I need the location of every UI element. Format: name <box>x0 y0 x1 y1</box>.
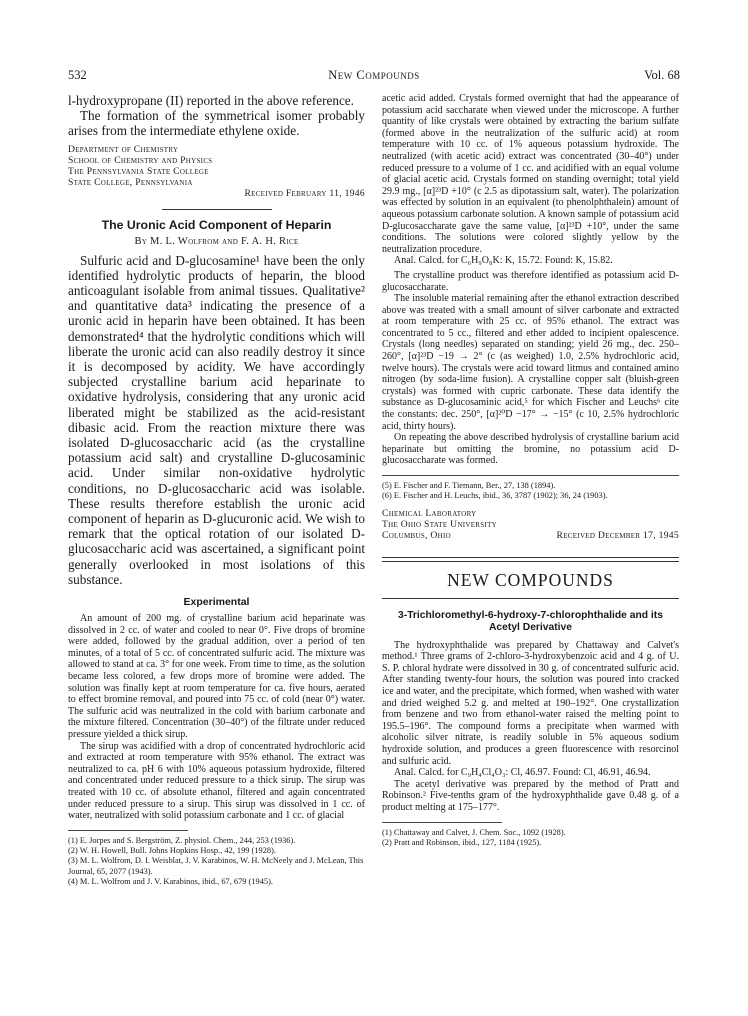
continued-paragraph-2: The formation of the symmetrical isomer probably arises from the intermediate ethylene oxide. <box>68 108 365 139</box>
analysis-line: Anal. Calcd. for C₆H₉O₈K: K, 15.72. Found: K, 15.82. <box>394 255 613 267</box>
experimental-paragraph: An amount of 200 mg. of crystalline barium acid heparinate was dissolved in 2 cc. of water and cooled to near 0°. Five drops of bromine were added, followed by the gradual addition, over a period of ten minutes, of a total of 5 cc. of concentrated sulfuric acid. The mixture was allowed to stand at ca. 3° for one week. From time to time, as the solution became less colored, a few drops more of bromine were added. The solution was finally kept at room temperature for ca. five hours, aerated to effect bromine removal, and poured into 75 cc. of cold (near 0°) water. The sulfuric acid was neutralized in the cold with barium carbonate and the mixture filtered. Concentration (30–40°) of the filtrate under reduced pressure yielded a thick sirup. <box>68 613 365 741</box>
section-rule <box>382 557 679 558</box>
footnote: (5) E. Fischer and F. Tiemann, Ber., 27, 138 (1894). <box>382 481 556 490</box>
footnote: (2) Pratt and Robinson, ibid., 127, 1184 (1925). <box>382 837 542 847</box>
address-line: School of Chemistry and Physics <box>68 154 213 166</box>
experimental-paragraph-4: The insoluble material remaining after the ethanol extraction described above was treated with a small amount of silver carbonate and extracted at room temperature with 25 cc. of 95% ethanol. The extract was concentrated to 5 cc., filtered and ether added to incipient opalescence. Crystals (long needles) separated on standing; yield 26 mg., dec. 250–260°, [α]²³D −19 → 2° (c (as weighed) 1.0, 2.5% hydrochloric acid, twelve hours). The crystals were acid toward litmus and contained amino nitrogen (by soda-lime fusion). A crystalline copper salt (bluish-green crystals) was formed with cupric carbonate. These data identify the substance as D-glucosaminic acid,⁵ for which Fischer and Leuchs⁶ cite the constants: dec. 250°, [α]²⁰D −17° → −15° (c 10, 2.5% hydrochloric acid, thirty hours). <box>382 293 679 432</box>
footnotes <box>382 481 679 502</box>
footnote: (6) E. Fischer and H. Leuchs, ibid., 36, 3787 (1902); 36, 24 (1903). <box>382 491 608 501</box>
experimental-paragraph-2: The sirup was acidified with a drop of concentrated hydrochloric acid and extracted at room temperature with 95% ethanol. The extract was neutralized to ca. pH 6 with 10% aqueous potassium hydroxide, filtered and concentrated under reduced pressure to a thick sirup. The sirup was treated with 10 cc. of absolute ethanol, filtered and again concentrated under reduced pressure to a sirup. This sirup was dissolved in 1 cc. of water, neutralized with solid potassium carbonate and 1 cc. of glacial <box>68 740 365 822</box>
address-line: Columbus, Ohio <box>382 529 451 541</box>
footnote-divider <box>68 830 188 831</box>
continued-paragraph: l-hydroxypropane (II) reported in the above reference. <box>68 93 354 108</box>
experimental-heading: Experimental <box>183 596 250 609</box>
divider <box>162 209 272 210</box>
left-column <box>68 93 365 887</box>
address-received-row <box>382 530 679 541</box>
footnotes <box>382 828 679 849</box>
address-line: State College, Pennsylvania <box>68 176 193 188</box>
volume-label: Vol. 68 <box>644 68 680 82</box>
footnote: (3) M. L. Wolfrom, D. I. Weisblat, J. V. Karabinos, W. H. McNeely and J. McLean, This Journal, 65, 2077 (1943). <box>68 856 364 876</box>
right-column <box>382 93 679 848</box>
experimental-paragraph-5: On repeating the above described hydrolysis of crystalline barium acid heparinate but omitting the bromine, no potassium acid D-glucosaccharate was formed. <box>382 432 679 467</box>
compound-paragraph: The hydroxyphthalide was prepared by Chattaway and Calvet's method.¹ Three grams of 2-chloro-3-hydroxybenzoic acid and 4 g. of U. S. P. chloral hydrate were dissolved in 30 g. of concentrated sulfuric acid. After standing twenty-four hours, the solution was poured into cracked ice and water, and the precipitate, which formed, when washed with water and dried weighed 5.2 g. and melted at 190–192°. One crystallization from benzene and two from ethanol-water raised the melting point to 195.5–196°. The compound forms a precipitate when warmed with alcoholic silver nitrate, is readily soluble in 5% aqueous sodium hydroxide solution, and produces a green fluorescence with resorcinol and sulfuric acid. <box>382 639 679 767</box>
running-title: New Compounds <box>328 68 420 82</box>
article-byline: By M. L. Wolfrom and F. A. H. Rice <box>134 235 299 247</box>
continued-experimental: acetic acid added. Crystals formed overnight that had the appearance of potassium acid saccharate when viewed under the microscope. A further quantity of like crystals were obtained by extracting the barium sulfate (formed above in the neutralization of the sulfuric acid) at room temperature with 10 cc. of 1% aqueous potassium hydroxide. The neutralized (with acetic acid) extract was concentrated (30–40°) under reduced pressure to a volume of 1 cc. and acidified with an equal volume of glacial acetic acid. Crystals formed on standing overnight; total yield 29.9 mg., [α]²³D +10° (c 2.5 as dipotassium salt, water). The polarization was effected by solution in an equivalent (to phenolphthalein) amount of aqueous potassium carbonate solution. A known sample of potassium acid D-glucosaccharate gave the same value, [α]²³D +10°, under the same conditions. The solutions were colored slightly yellow by the neutralization procedure. <box>382 93 679 255</box>
compound-title: 3-Trichloromethyl-6-hydroxy-7-chlorophthalide and its Acetyl Derivative <box>398 609 663 633</box>
intro-paragraph: Sulfuric acid and D-glucosamine¹ have been the only identified hydrolytic products of heparin, the blood anticoagulant isolable from animal tissues. Qualitative² and quantitative data³ indicating the presence of a uronic acid in heparin have been obtained. It has been demonstrated⁴ that the hydrolytic conditions which will liberate the uronic acid can also readily destroy it since it is decomposed by acidity. We have accordingly subjected crystalline barium acid heparinate to oxidative hydrolysis, considering that any uronic acid liberated might be stabilized as the acid-resistant dibasic acid. From the reaction mixture there was isolated D-glucosaccharic acid (as the crystalline potassium acid salt) and crystalline D-glucosaminic acid. Under similar non-oxidative hydrolytic conditions, no D-glucosaccharic acid was isolable. These results therefore establish the uronic acid component of heparin as D-glucuronic acid. We wish to remark that the optical rotation of our isolated D-glucosaccharic acid was ascertained, a significant point generally overlooked in most isolations of this substance. <box>68 252 365 587</box>
new-compounds-section <box>382 557 679 599</box>
footnote-divider <box>382 822 502 823</box>
experimental-paragraph-3: The crystalline product was therefore identified as potassium acid D-glucosaccharate. <box>382 269 679 293</box>
footnote: (4) M. L. Wolfrom and J. V. Karabinos, ibid., 67, 679 (1945). <box>68 876 273 886</box>
address-line: Department of Chemistry <box>68 143 179 155</box>
compound-paragraph-2: The acetyl derivative was prepared by the method of Pratt and Robinson.² Five-tenths gram of the hydroxyphthalide gave 0.48 g. of a product melting at 175–177°. <box>382 778 679 813</box>
received-date: Received February 11, 1946 <box>244 187 365 199</box>
address-line: The Ohio State University <box>382 518 498 530</box>
footnote-divider <box>382 475 679 476</box>
footnote: (1) Chattaway and Calvet, J. Chem. Soc., 1092 (1928). <box>382 827 566 837</box>
section-title: NEW COMPOUNDS <box>447 569 614 590</box>
section-rule <box>382 598 679 599</box>
address-line: The Pennsylvania State College <box>68 165 209 177</box>
author-address <box>382 508 679 541</box>
article-title: The Uronic Acid Component of Heparin <box>101 217 332 232</box>
compound-analysis: Anal. Calcd. for C₉H₄Cl₄O₃: Cl, 46.97. Found: Cl, 46.91, 46.94. <box>394 767 651 779</box>
author-address <box>68 144 365 199</box>
footnotes <box>68 836 365 887</box>
page-number: 532 <box>68 68 87 82</box>
running-header <box>68 68 680 86</box>
footnote: (2) W. H. Howell, Bull. Johns Hopkins Hosp., 42, 199 (1928). <box>68 846 276 856</box>
received-date: Received December 17, 1945 <box>556 529 679 541</box>
footnote: (1) E. Jorpes and S. Bergström, Z. physiol. Chem., 244, 253 (1936). <box>68 835 296 845</box>
address-line: Chemical Laboratory <box>382 507 477 519</box>
